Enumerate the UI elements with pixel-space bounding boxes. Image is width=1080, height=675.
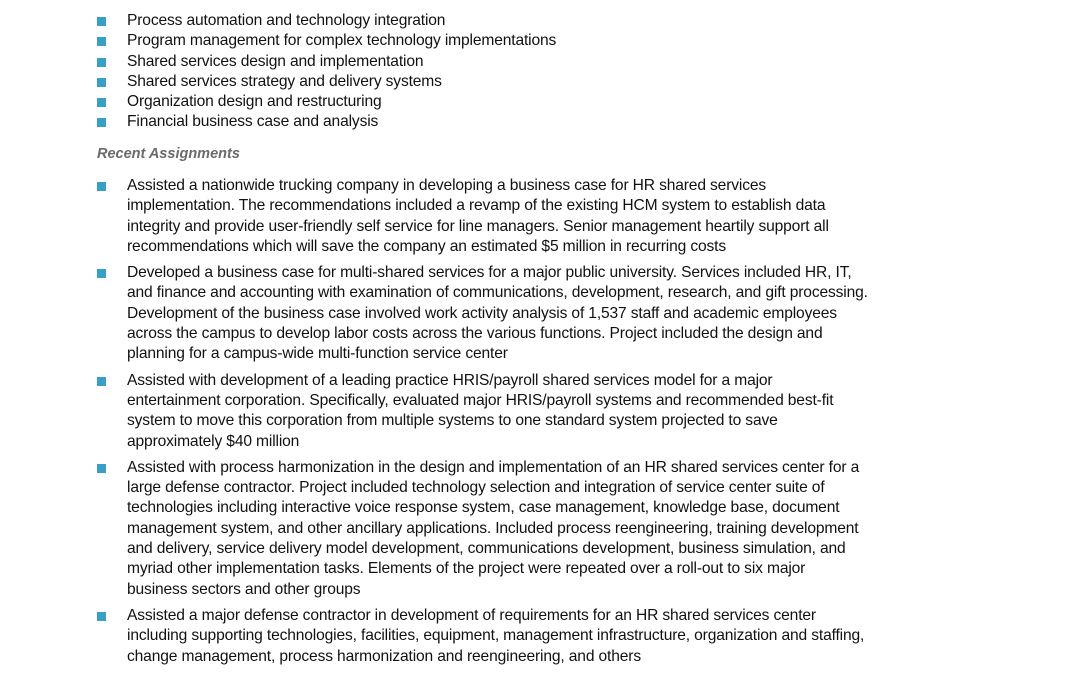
assignment-text-line: system to move this corporation from multiple systems to one standard system projected to save — [127, 412, 778, 430]
assignment-text-line: large defense contractor. Project included technology selection and integration of service center suite of — [127, 479, 825, 497]
assignment-text-line: Development of the business case involved work activity analysis of 1,537 staff and academic employees — [127, 304, 837, 322]
square-bullet-icon — [97, 464, 106, 473]
assignment-item — [97, 606, 868, 667]
square-bullet-icon — [97, 182, 106, 191]
assignment-item — [97, 371, 868, 452]
assignment-text-line: myriad other implementation tasks. Elements of the project were repeated over a roll-out to six major — [127, 560, 806, 578]
assignment-item — [97, 458, 868, 600]
assignment-text-line: integrity and provide user-friendly self service for line managers. Senior management heartily support all — [127, 217, 829, 235]
assignment-text-line: including supporting technologies, facilities, equipment, management infrastructure, organization and staffing, — [127, 627, 865, 645]
assignment-text-line: and delivery, service delivery model development, communications development, business simulation, and — [127, 540, 846, 558]
assignment-text-line: entertainment corporation. Specifically, evaluated major HRIS/payroll systems and recommended best-fit — [127, 391, 834, 409]
assignment-item — [97, 263, 868, 364]
square-bullet-icon — [97, 17, 106, 26]
assignment-text-line: and finance and accounting with examination of communications, development, research, and gift processing. — [127, 284, 868, 302]
square-bullet-icon — [97, 269, 106, 278]
square-bullet-icon — [97, 118, 106, 127]
skill-item — [97, 52, 556, 72]
assignment-text-line: change management, process harmonization and reengineering, and others — [127, 647, 641, 665]
square-bullet-icon — [97, 377, 106, 386]
assignment-item — [97, 176, 868, 257]
assignment-text-line: technologies including interactive voice response system, case management, knowledge base, document — [127, 499, 840, 517]
assignment-text-line: planning for a campus-wide multi-function service center — [127, 345, 508, 363]
assignment-text-line: business sectors and other groups — [127, 580, 361, 598]
skill-text: Financial business case and analysis — [127, 113, 379, 131]
square-bullet-icon — [97, 58, 106, 67]
square-bullet-icon — [97, 37, 106, 46]
skill-item — [97, 92, 556, 112]
assignment-text-line: recommendations which will save the company an estimated $5 million in recurring costs — [127, 237, 726, 255]
skill-text: Shared services design and implementation — [127, 52, 424, 70]
skill-item — [97, 31, 556, 51]
skill-text: Organization design and restructuring — [127, 93, 382, 111]
skill-text: Program management for complex technology implementations — [127, 32, 557, 50]
skill-text: Shared services strategy and delivery systems — [127, 72, 442, 90]
assignment-text-line: management system, and other ancillary applications. Included process reengineering, training development — [127, 519, 859, 537]
square-bullet-icon — [97, 98, 106, 107]
square-bullet-icon — [97, 78, 106, 87]
skills-list — [97, 11, 556, 133]
assignment-text-line: Assisted a major defense contractor in development of requirements for an HR shared services center — [127, 606, 816, 624]
assignment-text-line: across the campus to develop labor costs across the various functions. Project included the design and — [127, 325, 823, 343]
skill-text: Process automation and technology integration — [127, 12, 446, 29]
assignment-text-line: Assisted with process harmonization in the design and implementation of an HR shared services center for a — [127, 458, 860, 476]
recent-assignments-heading: Recent Assignments — [97, 146, 240, 162]
assignments-list — [97, 176, 868, 673]
assignment-text-line: approximately $40 million — [127, 432, 300, 450]
assignment-text-line: Developed a business case for multi-shared services for a major public university. Services included HR, IT, — [127, 264, 852, 282]
square-bullet-icon — [97, 612, 106, 621]
skill-item — [97, 112, 556, 132]
assignment-text-line: Assisted a nationwide trucking company in developing a business case for HR shared services — [127, 177, 767, 194]
skill-item — [97, 72, 556, 92]
assignment-text-line: Assisted with development of a leading practice HRIS/payroll shared services model for a major — [127, 371, 773, 389]
assignment-text-line: implementation. The recommendations included a revamp of the existing HCM system to establish data — [127, 197, 826, 215]
skill-item — [97, 11, 556, 31]
